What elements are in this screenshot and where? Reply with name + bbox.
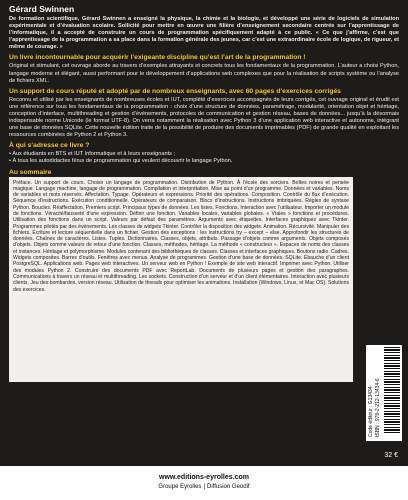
audience-heading: À qui s’adresse ce livre ? [9, 142, 90, 150]
separator: | [203, 484, 205, 490]
audience-item: • Aux étudiants en BTS et IUT Informatique et à leurs enseignants ; [9, 151, 399, 158]
section-heading-2: Un support de cours réputé et adopté par de nombreux enseignants, avec 60 pages d’exercices corrigés [9, 87, 341, 95]
publisher-name: Groupe Eyrolles [158, 484, 202, 490]
price: 32 € [384, 452, 398, 459]
isbn: ISBN : 978-2-212-13434-6 [375, 378, 381, 437]
summary-heading: Au sommaire [9, 168, 52, 176]
footer [0, 466, 408, 500]
publisher-line [0, 484, 408, 490]
section-text-1: Original et stimulant, cet ouvrage aborde au travers d’exemples attrayants et concrets tous les fondamentaux de la programmation. L’auteur a choisi Python, langage moderne et élégant, aussi performant pour le développement d’applications web complexes que pour la réalisation de scripts système ou l’analyse de fichiers XML. [9, 63, 399, 84]
audience-list [9, 151, 399, 165]
section-text-2: Reconnu et utilisé par les enseignants de nombreuses écoles et IUT, complété d’exercices accompagnés de leurs corrigés, cet ouvrage original et érudit est une référence sur tous les fondamentaux de la programmation : choix d’une structure de données, paramétrage, modularité, orientation objet et héritage, conception d’interface, multithreading et gestion d’événements, protocoles de communication et gestion réseau, bases de données... jusqu’à la désormais indispensable norme Unicode (le format UTF-8). On verra notamment la réalisation avec Python 3 d’une application web interactive et autonome, intégrant une base de données SQLite. Cette nouvelle édition traite de la possibilité de produire des documents imprimables (PDF) de grande qualité en exploitant les ressources combinées de Python 2 et Python 3. [9, 96, 399, 139]
summary-text: Préface. Un support de cours. Choisir un langage de programmation. Distribution de Python. À l’école des sorciers. Boîtes noires et pensée magique. Langage machine, langage de programmation. Compilation et interprétation. Mise au point d’un programme. Données et variables. Noms de variables et mots réservés. Affectation. Typage. Opérateurs et expressions. Priorité des opérations. Composition. Contrôle du flux d’exécution. Séquence d’instructions. Exécution conditionnelle. Opérateurs de comparaison. Blocs d’instructions. Instructions imbriquées. Règles de syntaxe Python. Boucles. Réaffectation. Premiers script. Principaux types de données. Les listes. Fonctions. Interaction avec l’utilisateur. Importer un module de fonctions. Véracité/fausseté d’une expression. Définir une fonction. Variables locales, variables globales. « Vraies » fonctions et procédures. Utilisation des fonctions dans un script. Valeurs par défaut des paramètres. Arguments avec étiquettes. Interfaces graphiques avec Tkinter. Programmes pilotés par des événements. Les classes de widgets Tkinter. Contrôler la disposition des widgets. Animation. Récursivité. Manipuler des fichiers. Écriture et lecture séquentielle dans un fichier. Gestion des exceptions : les instructions try – except – else. Approfondir les structures de données. Chaînes de caractères. Listes. Tuples. Dictionnaires. Classes, objets, attributs. Passage d’objets comme arguments. Objets composés d’objets. Objets comme valeurs de retour d’une fonction. Classes, méthodes, héritage. La méthode « constructeur ». Espaces de noms des classes et instances. Héritage et polymorphisme. Modules contenant des bibliothèques de classes. Classes et interfaces graphiques. Boutons radio. Cadres. Widgets composites. Barres d’outils. Fenêtres avec menus. Analyse de programmes. Gestion d’une base de données. SQLite. Ébauche d’un client PostgreSQL. Applications web. Pages web interactives. Un serveur web en Python ! Exemple de site web interactif. Imprimer avec Python. Utiliser des modules Python 2. Construire des documents PDF avec ReportLab. Documents de plusieurs pages et gestion des paragraphes. Communications à travers un réseau et multithreading. Les sockets. Construction d’un serveur et d’un client élémentaires. Interaction avec plusieurs clients. Jeu des bombardes, version réseau. Utilisation de threads pour optimiser les animations. Installation (Windows, Linux, et Mac OS). Solutions des exercices. [13, 179, 349, 293]
author-bio: De formation scientifique, Gérard Swinnen a enseigné la physique, la chimie et la biologie, et développé une série de logiciels de simulation expérimentale et d’évaluation scolaire. Sollicité pour mettre en œuvre une filière d’enseignement secondaire centrée sur l’apprentissage de l’informatique, il a accepté de construire un cours de programmation spécifiquement adapté à ce public. « Ce que j’affirme, c’est que l’apprentissage de la programmation a sa place dans la formation générale des jeunes, car c’est une extraordinaire école de logique, de rigueur, et même de courage. » [9, 16, 399, 51]
barcode-area [366, 345, 402, 441]
website-link[interactable]: www.editions-eyrolles.com [159, 474, 249, 481]
imprint-name: Diffusion Geodif [207, 484, 250, 490]
author-name: Gérard Swinnen [9, 4, 75, 14]
publisher-code: Code éditeur : G13434 [368, 386, 374, 437]
summary-box [9, 177, 353, 382]
barcode [384, 347, 400, 435]
section-heading-1: Un livre incontournable pour acquérir l’exigeante discipline qu’est l’art de la programmation ! [9, 54, 306, 62]
audience-item: • À tous les autodidactes férus de programmation qui veulent découvrir le langage Python. [9, 158, 399, 165]
